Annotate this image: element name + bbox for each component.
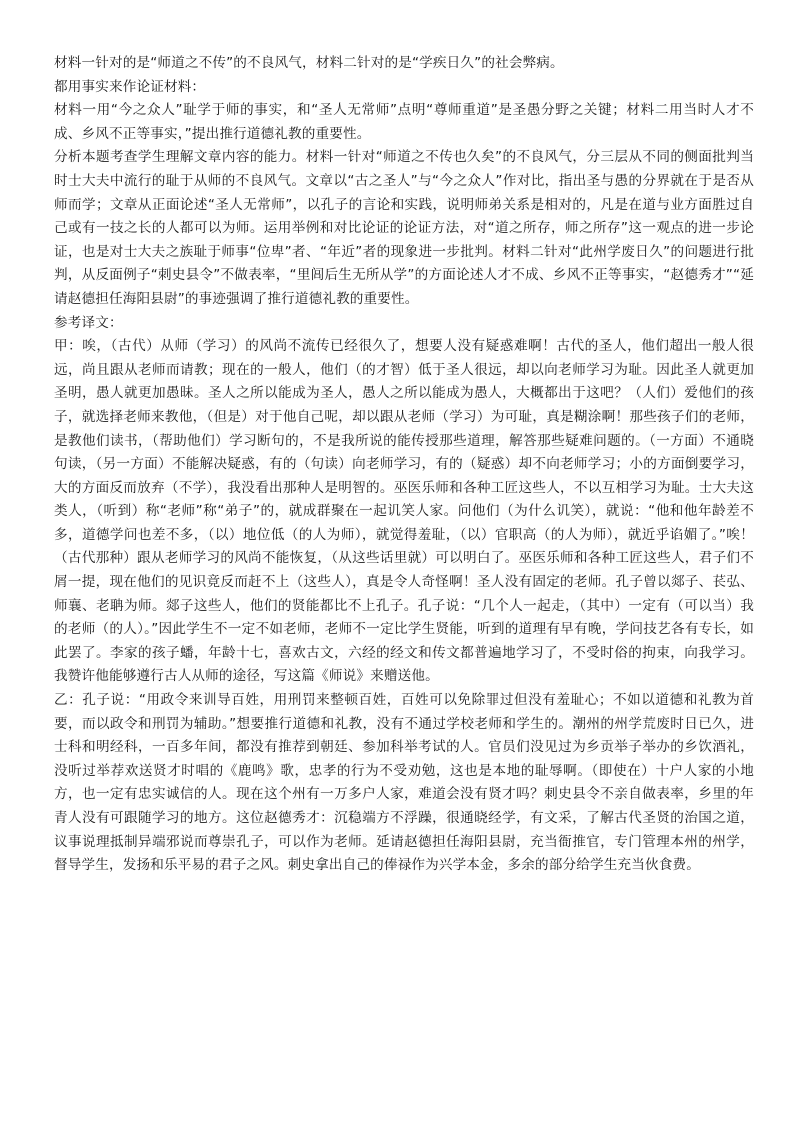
answer-paragraph-1: 材料一针对的是“师道之不传”的不良风气，材料二针对的是“学疾日久”的社会弊病。 [54,55,564,71]
answer-paragraph-3: 材料一用“今之众人”耻学于师的事实，和“圣人无常师”点明“尊师重道”是圣愚分野之关键；材料二用当时人才不成、乡风不正等事实，”提出推行道德礼教的重要性。 [54,102,754,142]
translation-jia: 甲：唉，（古代）从师（学习）的风尚不流传已经很久了，想要人没有疑惑难啊！古代的圣人，他们超出一般人很远，尚且跟从老师而请教；现在的一般人，他们（的才智）低于圣人很远，却以向老师学习为耻。因此圣人就更加圣明，愚人就更加愚昧。圣人之所以能成为圣人，愚人之所以能成为愚人，大概都出于这吧？（人们）爱他们的孩子，就选择老师来教他，（但是）对于他自己呢，却以跟从老师（学习）为可耻，真是糊涂啊！那些孩子们的老师，是教他们读书，（帮助他们）学习断句的，不是我所说的能传授那些道理，解答那些疑难问题的。（一方面）不通晓句读，（另一方面）不能解决疑惑，有的（句读）向老师学习，有的（疑惑）却不向老师学习；小的方面倒要学习，大的方面反而放弃（不学），我没看出那种人是明智的。巫医乐师和各种工匠这些人，不以互相学习为耻。士大夫这类人，（听到）称“老师”称“弟子”的，就成群聚在一起讥笑人家。问他们（为什么讥笑），就说：“他和他年龄差不多，道德学问也差不多，（以）地位低（的人为师），就觉得羞耻，（以）官职高（的人为师），就近乎谄媚了。”唉！（古代那种）跟从老师学习的风尚不能恢复，（从这些话里就）可以明白了。巫医乐师和各种工匠这些人，君子们不屑一提，现在他们的见识竟反而赶不上（这些人），真是令人奇怪啊！圣人没有固定的老师。孔子曾以郯子、苌弘、师襄、老聃为师。郯子这些人，他们的贤能都比不上孔子。孔子说：“几个人一起走，（其中）一定有（可以当）我的老师（的人）。”因此学生不一定不如老师，老师不一定比学生贤能，听到的道理有早有晚，学问技艺各有专长，如此罢了。李家的孩子蟠，年龄十七，喜欢古文，六经的经文和传文都普遍地学习了，不受时俗的拘束，向我学习。我赞许他能够遵行古人从师的途径，写这篇《师说》来赠送他。 [54,338,754,685]
translation-heading: 参考译文： [54,314,123,331]
answer-paragraph-2: 都用事实来作论证材料： [54,78,206,95]
translation-yi: 乙：孔子说：“用政令来训导百姓，用刑罚来整顿百姓，百姓可以免除罪过但没有羞耻心；不如以道德和礼教为首要，而以政令和刑罚为辅助。”想要推行道德和礼教，没有不通过学校老师和学生的。潮州的州学荒废时日已久，进士科和明经科，一百多年间，都没有推荐到朝廷、参加科举考试的人。官员们没见过为乡贡举子举办的乡饮酒礼，没听过举荐欢送贤才时唱的《鹿鸣》歌，忠孝的行为不受劝勉，这也是本地的耻辱啊。（即使在）十户人家的小地方，也一定有忠实诚信的人。现在这个州有一万多户人家，难道会没有贤才吗？刺史县令不亲自做表率，乡里的年青人没有可跟随学习的地方。这位赵德秀才：沉稳端方不浮躁，很通晓经学，有文采，了解古代圣贤的治国之道，议事说理抵制异端邪说而尊崇孔子，可以作为老师。延请赵德担任海阳县尉，充当衙推官，专门管理本州的州学，督导学生，发扬和乐平易的君子之风。刺史拿出自己的俸禄作为兴学本金，多余的部分给学生充当伙食费。 [54,692,754,874]
analysis-paragraph: 分析本题考查学生理解文章内容的能力。材料一针对“师道之不传也久矣”的不良风气，分三层从不同的侧面批判当时士大夫中流行的耻于从师的不良风气。文章以“古之圣人”与“今之众人”作对比，指出圣与愚的分界就在于是否从师而学；文章从正面论述“圣人无常师”，以孔子的言论和实践，说明师弟关系是相对的，凡是在道与业方面胜过自己或有一技之长的人都可以为师。运用举例和对比论证的论证方法，对“道之所存，师之所存”这一观点的进一步论证，也是对士大夫之族耻于师事“位卑”者、“年近”者的现象进一步批判。材料二针对“此州学废日久”的问题进行批判，从反面例子“刺史县令”不做表率，“里闾后生无所从学”的方面论述人才不成、乡风不正等事实，“赵德秀才”“延请赵德担任海阳县尉”的事迹强调了推行道德礼教的重要性。 [54,149,754,307]
